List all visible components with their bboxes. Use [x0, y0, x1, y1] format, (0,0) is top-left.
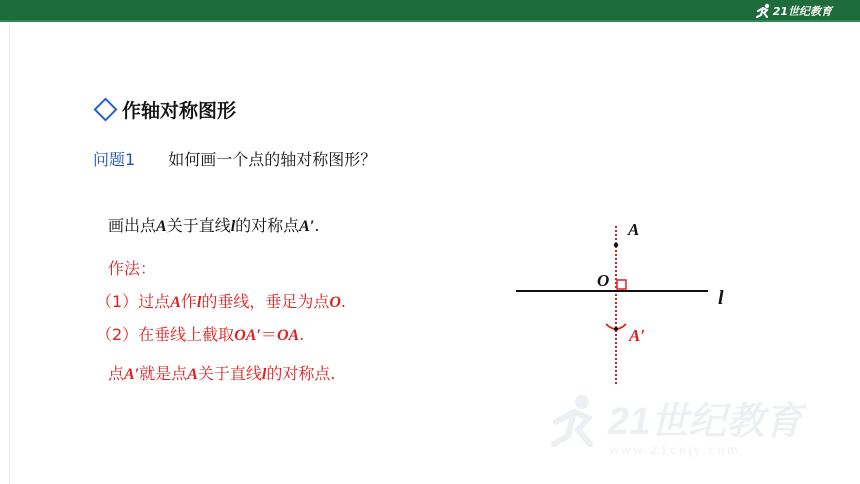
method-title: 作法：	[108, 259, 157, 278]
right-angle-marker	[617, 280, 626, 289]
task-text-4: .	[314, 216, 320, 235]
conclusion-point-Aprime: A′	[124, 366, 140, 383]
step1-prefix: （1）过点	[96, 292, 171, 311]
label-A: A	[628, 220, 640, 239]
conclusion-text-4: 的对称点.	[266, 364, 336, 383]
left-margin-line	[9, 22, 10, 484]
question-line	[93, 147, 376, 170]
header-bar	[0, 0, 860, 22]
step1-text-1: 作	[180, 292, 197, 311]
header-stripe	[0, 20, 860, 22]
step2-segment-OA: OA	[276, 327, 300, 344]
label-O: O	[597, 271, 610, 290]
label-Aprime: A′	[629, 326, 646, 345]
step1-line-l: l	[196, 294, 202, 311]
watermark-url: www.21cnjy.com	[610, 443, 741, 457]
step1-end: .	[340, 292, 346, 311]
header-logo-text: 21世纪教育	[772, 5, 832, 18]
method-step-2	[96, 322, 304, 345]
section-title	[93, 96, 236, 123]
step2-segment-OAprime: OA′	[234, 327, 261, 344]
step2-prefix: （2）在垂线上截取	[96, 325, 235, 344]
point-A	[614, 243, 618, 247]
header-logo	[755, 2, 832, 20]
method-step-1	[96, 289, 346, 312]
task-line-l: l	[230, 218, 236, 235]
task-point-Aprime: A′	[299, 218, 315, 235]
task-text-2: 关于直线	[166, 216, 231, 235]
runner-logo-icon	[755, 3, 773, 19]
watermark-text: 21世纪教育	[608, 401, 803, 443]
step2-end: .	[299, 325, 305, 344]
step1-point-A: A	[170, 294, 181, 311]
conclusion-text-3: 关于直线	[197, 364, 262, 383]
watermark-logo	[548, 392, 838, 458]
point-Aprime	[614, 327, 618, 331]
section-title-text: 作轴对称图形	[122, 100, 237, 122]
conclusion-text-1: 点	[108, 364, 125, 383]
symmetry-diagram	[510, 218, 750, 393]
conclusion-line-l: l	[261, 366, 267, 383]
question-label: 问题1	[93, 150, 136, 169]
task-statement	[108, 213, 319, 236]
diamond-bullet-icon	[93, 97, 117, 121]
label-l: l	[718, 287, 724, 309]
step1-point-O: O	[329, 294, 341, 311]
task-text-1: 画出点	[108, 216, 157, 235]
step1-text-2: 的垂线，垂足为点	[201, 292, 330, 311]
task-text-3: 的对称点	[235, 216, 300, 235]
task-point-A: A	[156, 218, 167, 235]
question-text: 如何画一个点的轴对称图形？	[168, 150, 377, 169]
step2-equals: ＝	[260, 325, 277, 344]
conclusion	[108, 361, 335, 384]
conclusion-point-A: A	[187, 366, 198, 383]
conclusion-text-2: 就是点	[139, 364, 188, 383]
